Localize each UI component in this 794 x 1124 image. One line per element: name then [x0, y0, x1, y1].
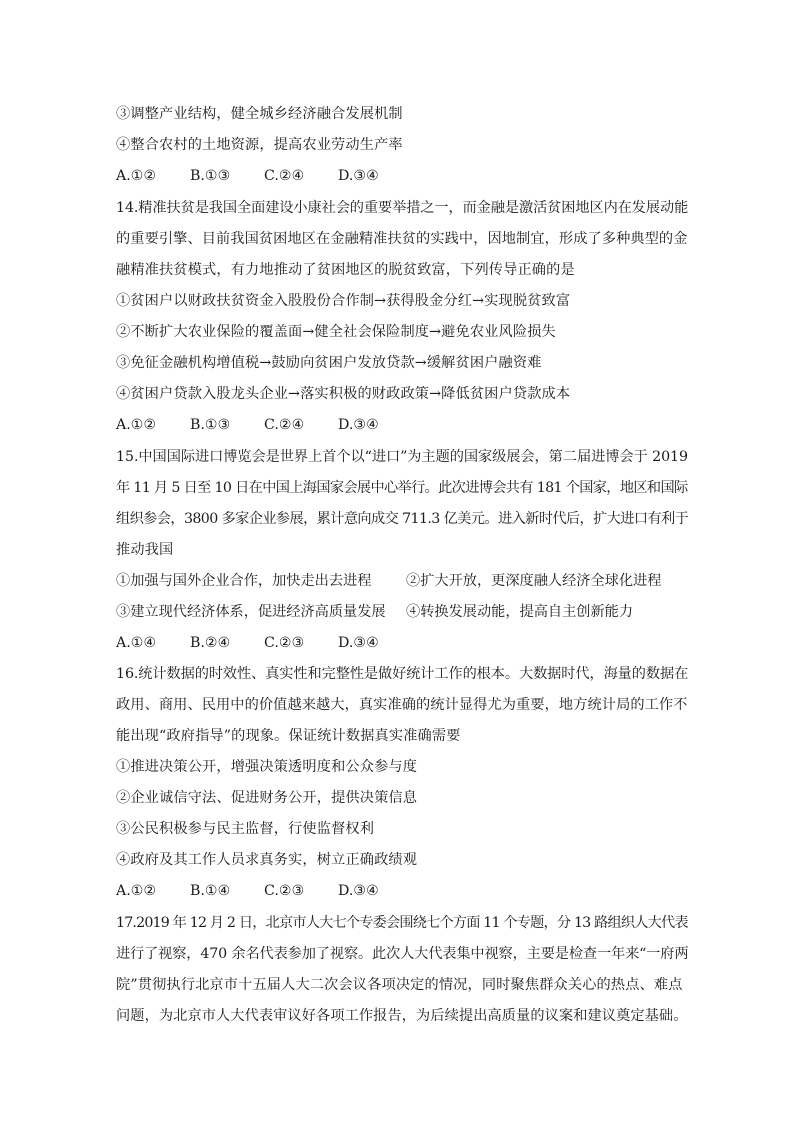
q14-option-c: C.②④ — [264, 417, 305, 433]
q17-stem-line-1: 17.2019 年 12 月 2 日，北京市人大七个专委会围绕七个方面 11 个专题，分 13 路组织人大代表 — [116, 915, 688, 931]
q16-stem-line-2: 政用、商用、民用中的价值越来越大，真实准确的统计显得尤为重要，地方统计局的工作不 — [116, 697, 688, 713]
q16-options — [116, 881, 412, 901]
q14-item-1: ①贫困户以财政扶贫资金入股股份合作制→获得股金分红→实现脱贫致富 — [116, 293, 571, 309]
q14-stem-line-1: 14.精准扶贫是我国全面建设小康社会的重要举措之一，而金融是激活贫困地区内在发展动能 — [116, 200, 689, 216]
q14-option-b: B.①③ — [190, 417, 231, 433]
q15-items-row-2 — [116, 602, 634, 622]
q14-stem-line-2: 的重要引擎、目前我国贫困地区在金融精准扶贫的实践中，因地制宜，形成了多种典型的金 — [116, 231, 688, 247]
q16-item-2: ②企业诚信守法、促进财务公开，提供决策信息 — [116, 790, 418, 806]
q16-option-c: C.②③ — [264, 883, 305, 899]
q14-stem-line-3: 融精准扶贫模式，有力地推动了贫困地区的脱贫致富，下列传导正确的是 — [116, 262, 575, 278]
q15-stem-line-1: 15.中国国际进口博览会是世界上首个以“进口”为主题的国家级展会，第二届进博会于 2019 — [116, 449, 689, 465]
q16-item-3: ③公民积极参与民主监督，行使监督权利 — [116, 821, 375, 837]
q14-option-d: D.③④ — [338, 417, 379, 433]
q16-item-1: ①推进决策公开，增强决策透明度和公众参与度 — [116, 759, 418, 775]
q14-options — [116, 415, 412, 435]
q15-stem-line-4: 推动我国 — [116, 542, 174, 558]
q13-item-4: ④整合农村的土地资源，提高农业劳动生产率 — [116, 137, 403, 153]
q16-stem-line-3: 能出现“政府指导”的现象。保证统计数据真实准确需要 — [116, 728, 461, 744]
q13-options — [116, 166, 412, 186]
q15-stem-line-2: 年 11 月 5 日至 10 日在中国上海国家会展中心举行。此次进博会共有 181 个国家，地区和国际 — [116, 480, 688, 496]
q14-option-a: A.①② — [116, 417, 157, 433]
q15-options — [116, 633, 412, 653]
q15-stem-line-3: 组织参会，3800 多家企业参展，累计意向成交 711.3 亿美元。进入新时代后，扩大进口有利于 — [116, 511, 689, 527]
q17-stem-line-2: 进行了视察，470 余名代表参加了视察。此次人大代表集中视察，主要是检查一年来“一府两 — [116, 946, 689, 962]
q17-stem-line-4: 问题，为北京市人大代表审议好各项工作报告，为后续提出高质量的议案和建议奠定基础。 — [116, 1008, 688, 1024]
q16-option-b: B.①④ — [190, 883, 231, 899]
q13-option-c: C.②④ — [264, 168, 305, 184]
q17-stem-line-3: 院”贯彻执行北京市十五届人大二次会议各项决定的情况，同时聚焦群众关心的热点、难点 — [116, 977, 683, 993]
q13-option-b: B.①③ — [190, 168, 231, 184]
q16-option-a: A.①② — [116, 883, 157, 899]
q15-item-3: ③建立现代经济体系，促进经济高质量发展 — [116, 604, 386, 620]
q15-items-row-1 — [116, 571, 662, 591]
q16-stem-line-1: 16.统计数据的时效性、真实性和完整性是做好统计工作的根本。大数据时代，海量的数据在 — [116, 666, 689, 682]
q15-option-c: C.②③ — [264, 635, 305, 651]
q15-item-1: ①加强与国外企业合作，加快走出去进程 — [116, 573, 372, 589]
q15-option-d: D.③④ — [338, 635, 379, 651]
q15-item-2: ②扩大开放，更深度融人经济全球化进程 — [406, 573, 662, 589]
q15-option-b: B.②④ — [190, 635, 231, 651]
q16-item-4: ④政府及其工作人员求真务实，树立正确政绩观 — [116, 852, 418, 868]
q13-item-3: ③调整产业结构，健全城乡经济融合发展机制 — [116, 106, 403, 122]
q16-option-d: D.③④ — [338, 883, 379, 899]
q14-item-3: ③免征金融机构增值税→鼓励向贫困户发放贷款→缓解贫困户融资难 — [116, 355, 542, 371]
q14-item-4: ④贫困户贷款入股龙头企业→落实积极的财政政策→降低贫困户贷款成本 — [116, 386, 571, 402]
q14-item-2: ②不断扩大农业保险的覆盖面→健全社会保险制度→避免农业风险损失 — [116, 324, 556, 340]
q13-option-d: D.③④ — [338, 168, 379, 184]
q13-option-a: A.①② — [116, 168, 157, 184]
q15-item-4: ④转换发展动能，提高自主创新能力 — [406, 604, 634, 620]
q15-option-a: A.①④ — [116, 635, 157, 651]
